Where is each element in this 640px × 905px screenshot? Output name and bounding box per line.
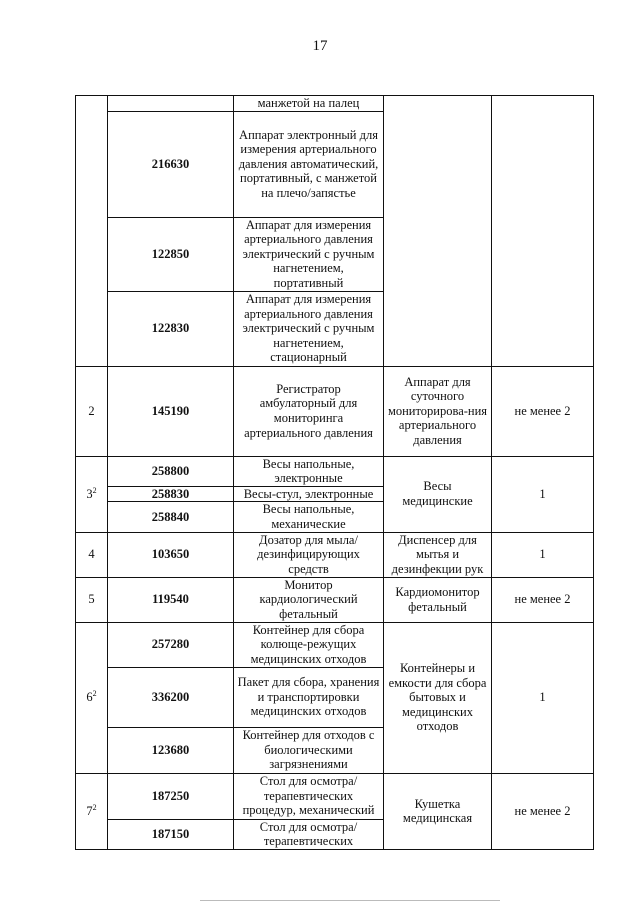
- table-row: [76, 366, 594, 456]
- table-row: [76, 577, 594, 622]
- name-cell: Пакет для сбора, хранения и транспортировки медицинских отходов: [234, 667, 384, 727]
- equipment-cell: Контейнеры и емкости для сбора бытовых и медицинских отходов: [384, 622, 492, 773]
- quantity-cell: 1: [492, 622, 594, 773]
- code-cell: 187150: [108, 819, 234, 849]
- name-cell: Контейнер для отходов с биологическими загрязнениями: [234, 727, 384, 773]
- name-cell: Аппарат для измерения артериального давления электрический с ручным нагнетением, портативный: [234, 217, 384, 291]
- name-cell: Весы напольные, механические: [234, 502, 384, 532]
- name-cell: Стол для осмотра/терапевтических: [234, 819, 384, 849]
- code-cell: 122830: [108, 291, 234, 366]
- quantity-cell: 1: [492, 532, 594, 577]
- equipment-cell: Кардиомонитор фетальный: [384, 577, 492, 622]
- name-cell: Весы-стул, электронные: [234, 486, 384, 502]
- equipment-cell: Весы медицинские: [384, 456, 492, 532]
- code-cell: 145190: [108, 366, 234, 456]
- quantity-cell: 1: [492, 456, 594, 532]
- code-cell: 122850: [108, 217, 234, 291]
- table-row: [76, 532, 594, 577]
- name-cell: Стол для осмотра/терапевтических процедур, механический: [234, 773, 384, 819]
- code-cell: 119540: [108, 577, 234, 622]
- code-cell: 258800: [108, 456, 234, 486]
- code-cell: 216630: [108, 111, 234, 217]
- name-cell: Контейнер для сбора колюще-режущих медицинских отходов: [234, 622, 384, 667]
- code-cell: 257280: [108, 622, 234, 667]
- item-number-cell: [76, 96, 108, 367]
- table-row: [76, 622, 594, 667]
- code-cell: [108, 96, 234, 112]
- item-number-cell: $7^2$: [76, 773, 108, 849]
- code-cell: 258840: [108, 502, 234, 532]
- table-row: [76, 773, 594, 819]
- code-cell: 123680: [108, 727, 234, 773]
- quantity-cell: не менее 2: [492, 577, 594, 622]
- item-number-cell: 4: [76, 532, 108, 577]
- name-cell: Весы напольные, электронные: [234, 456, 384, 486]
- table-row: [76, 456, 594, 486]
- equipment-cell: Диспенсер для мытья и дезинфекции рук: [384, 532, 492, 577]
- name-cell: Аппарат для измерения артериального давления электрический с ручным нагнетением, стационарный: [234, 291, 384, 366]
- name-cell: Регистратор амбулаторный для мониторинга артериального давления: [234, 366, 384, 456]
- name-cell: Аппарат электронный для измерения артериального давления автоматический, портативный, с манжетой на плечо/запястье: [234, 111, 384, 217]
- equipment-cell: Кушетка медицинская: [384, 773, 492, 849]
- quantity-cell: не менее 2: [492, 773, 594, 849]
- equipment-cell: [384, 96, 492, 367]
- code-cell: 103650: [108, 532, 234, 577]
- equipment-table: [75, 95, 594, 850]
- item-number-cell: 2: [76, 366, 108, 456]
- item-number-cell: 5: [76, 577, 108, 622]
- item-number-cell: $6^2$: [76, 622, 108, 773]
- name-cell: манжетой на палец: [234, 96, 384, 112]
- name-cell: Монитор кардиологический фетальный: [234, 577, 384, 622]
- code-cell: 336200: [108, 667, 234, 727]
- page-bottom-rule: [200, 900, 500, 901]
- page-number: 17: [312, 38, 328, 54]
- name-cell: Дозатор для мыла/ дезинфицирующих средств: [234, 532, 384, 577]
- table-row: [76, 96, 594, 112]
- item-number-cell: $3^2$: [76, 456, 108, 532]
- equipment-cell: Аппарат для суточного мониторирова-ния артериального давления: [384, 366, 492, 456]
- code-cell: 258830: [108, 486, 234, 502]
- quantity-cell: [492, 96, 594, 367]
- quantity-cell: не менее 2: [492, 366, 594, 456]
- code-cell: 187250: [108, 773, 234, 819]
